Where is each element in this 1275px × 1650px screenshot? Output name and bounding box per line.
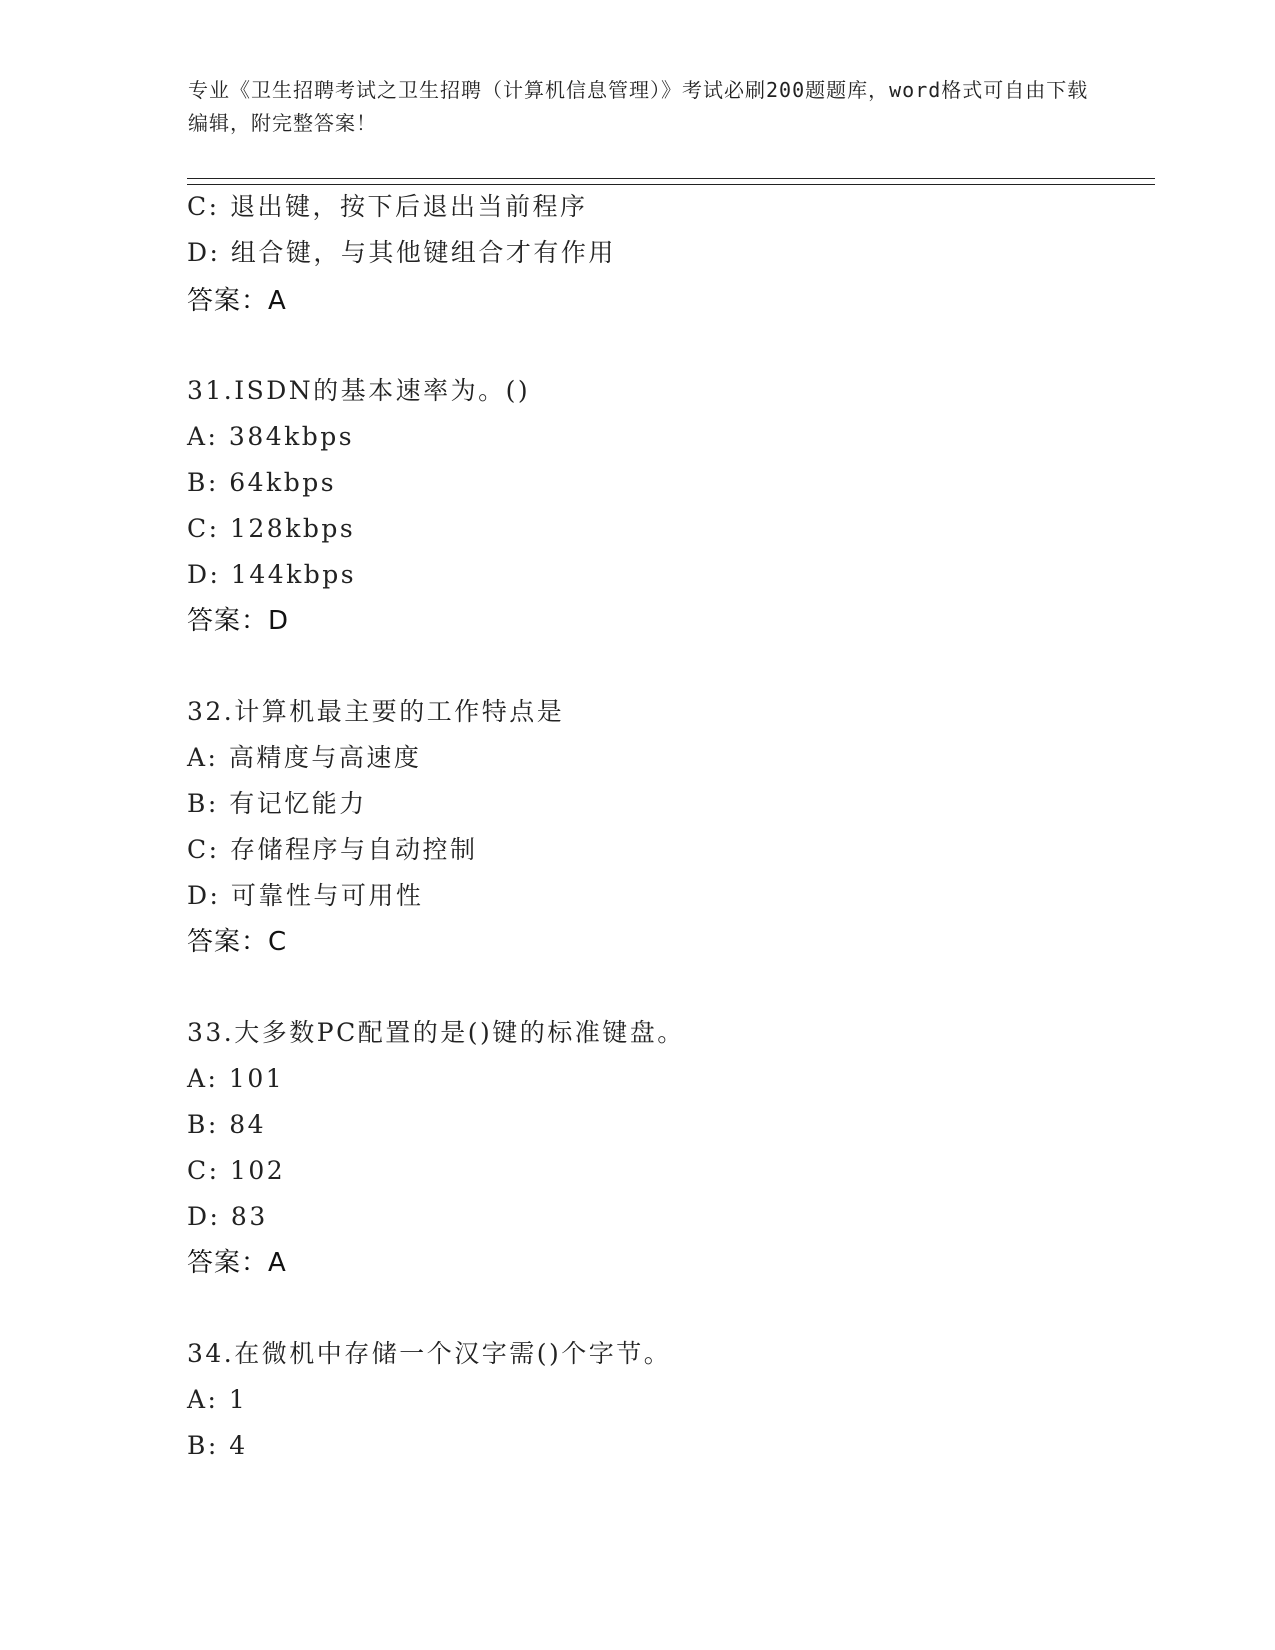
question-stem: 32.计算机最主要的工作特点是 — [187, 697, 565, 726]
answer-line: 答案：C — [187, 927, 288, 957]
answer-line: 答案：A — [187, 286, 287, 316]
option-c: C: 存储程序与自动控制 — [187, 835, 478, 864]
option-b: B: 4 — [187, 1431, 248, 1460]
header-divider-bottom — [187, 184, 1155, 185]
question-stem: 33.大多数PC配置的是()键的标准键盘。 — [187, 1018, 685, 1047]
option-b: B: 有记忆能力 — [187, 789, 367, 818]
answer-line: 答案：A — [187, 1248, 287, 1278]
option-c: C: 退出键，按下后退出当前程序 — [187, 192, 588, 221]
question-stem: 31.ISDN的基本速率为。() — [187, 376, 531, 405]
option-d: D: 83 — [187, 1202, 268, 1231]
option-a: A: 高精度与高速度 — [187, 743, 422, 772]
option-c: C: 128kbps — [187, 514, 356, 543]
option-a: A: 384kbps — [187, 422, 355, 451]
option-d: D: 组合键，与其他键组合才有作用 — [187, 238, 616, 267]
option-d: D: 可靠性与可用性 — [187, 881, 424, 910]
answer-line: 答案：D — [187, 606, 290, 636]
option-d: D: 144kbps — [187, 560, 357, 589]
option-b: B: 64kbps — [187, 468, 337, 497]
option-b: B: 84 — [187, 1110, 267, 1139]
option-a: A: 101 — [187, 1064, 285, 1093]
header-divider-top — [187, 178, 1155, 179]
option-a: A: 1 — [187, 1385, 248, 1414]
document-header: 专业《卫生招聘考试之卫生招聘（计算机信息管理）》考试必刷200题题库，word格式可自由下载编辑，附完整答案！ — [188, 78, 1089, 135]
question-stem: 34.在微机中存储一个汉字需()个字节。 — [187, 1339, 672, 1368]
option-c: C: 102 — [187, 1156, 286, 1185]
